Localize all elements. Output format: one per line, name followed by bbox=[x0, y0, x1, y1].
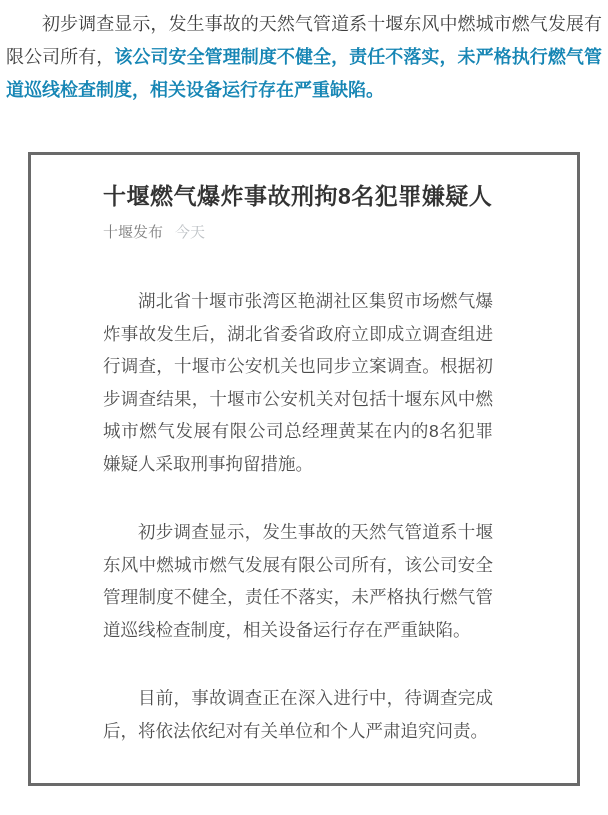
article-paragraph-1: 湖北省十堰市张湾区艳湖社区集贸市场燃气爆炸事故发生后，湖北省委省政府立即成立调查组进行调查，十堰市公安机关也同步立案调查。根据初步调查结果，十堰市公安机关对包括十堰东风中燃城市燃气发展有限公司总经理黄某在内的8名犯罪嫌疑人采取刑事拘留措施。 bbox=[103, 291, 493, 474]
article-paragraph-2: 初步调查显示，发生事故的天然气管道系十堰东风中燃城市燃气发展有限公司所有，该公司安全管理制度不健全，责任不落实，未严格执行燃气管道巡线检查制度，相关设备运行存在严重缺陷。 bbox=[103, 522, 493, 640]
intro-text-normal: 初步调查显示，发生事故的天然气管道系十堰东风中燃城市燃气发展有限公司所有， bbox=[6, 14, 602, 67]
article-source: 十堰发布 bbox=[103, 224, 164, 241]
intro-text-highlighted: 该公司安全管理制度不健全，责任不落实，未严格执行燃气管道巡线检查制度，相关设备运行存在严重缺陷。 bbox=[6, 47, 602, 100]
embedded-article-card bbox=[28, 152, 580, 786]
article-byline bbox=[103, 223, 493, 243]
article-title: 十堰燃气爆炸事故刑拘8名犯罪嫌疑人 bbox=[103, 183, 493, 209]
article-date: 今天 bbox=[175, 224, 206, 241]
article-paragraph-3: 目前，事故调查正在深入进行中，待调查完成后，将依法依纪对有关单位和个人严肃追究问责。 bbox=[103, 688, 493, 741]
intro-paragraph bbox=[6, 8, 602, 107]
